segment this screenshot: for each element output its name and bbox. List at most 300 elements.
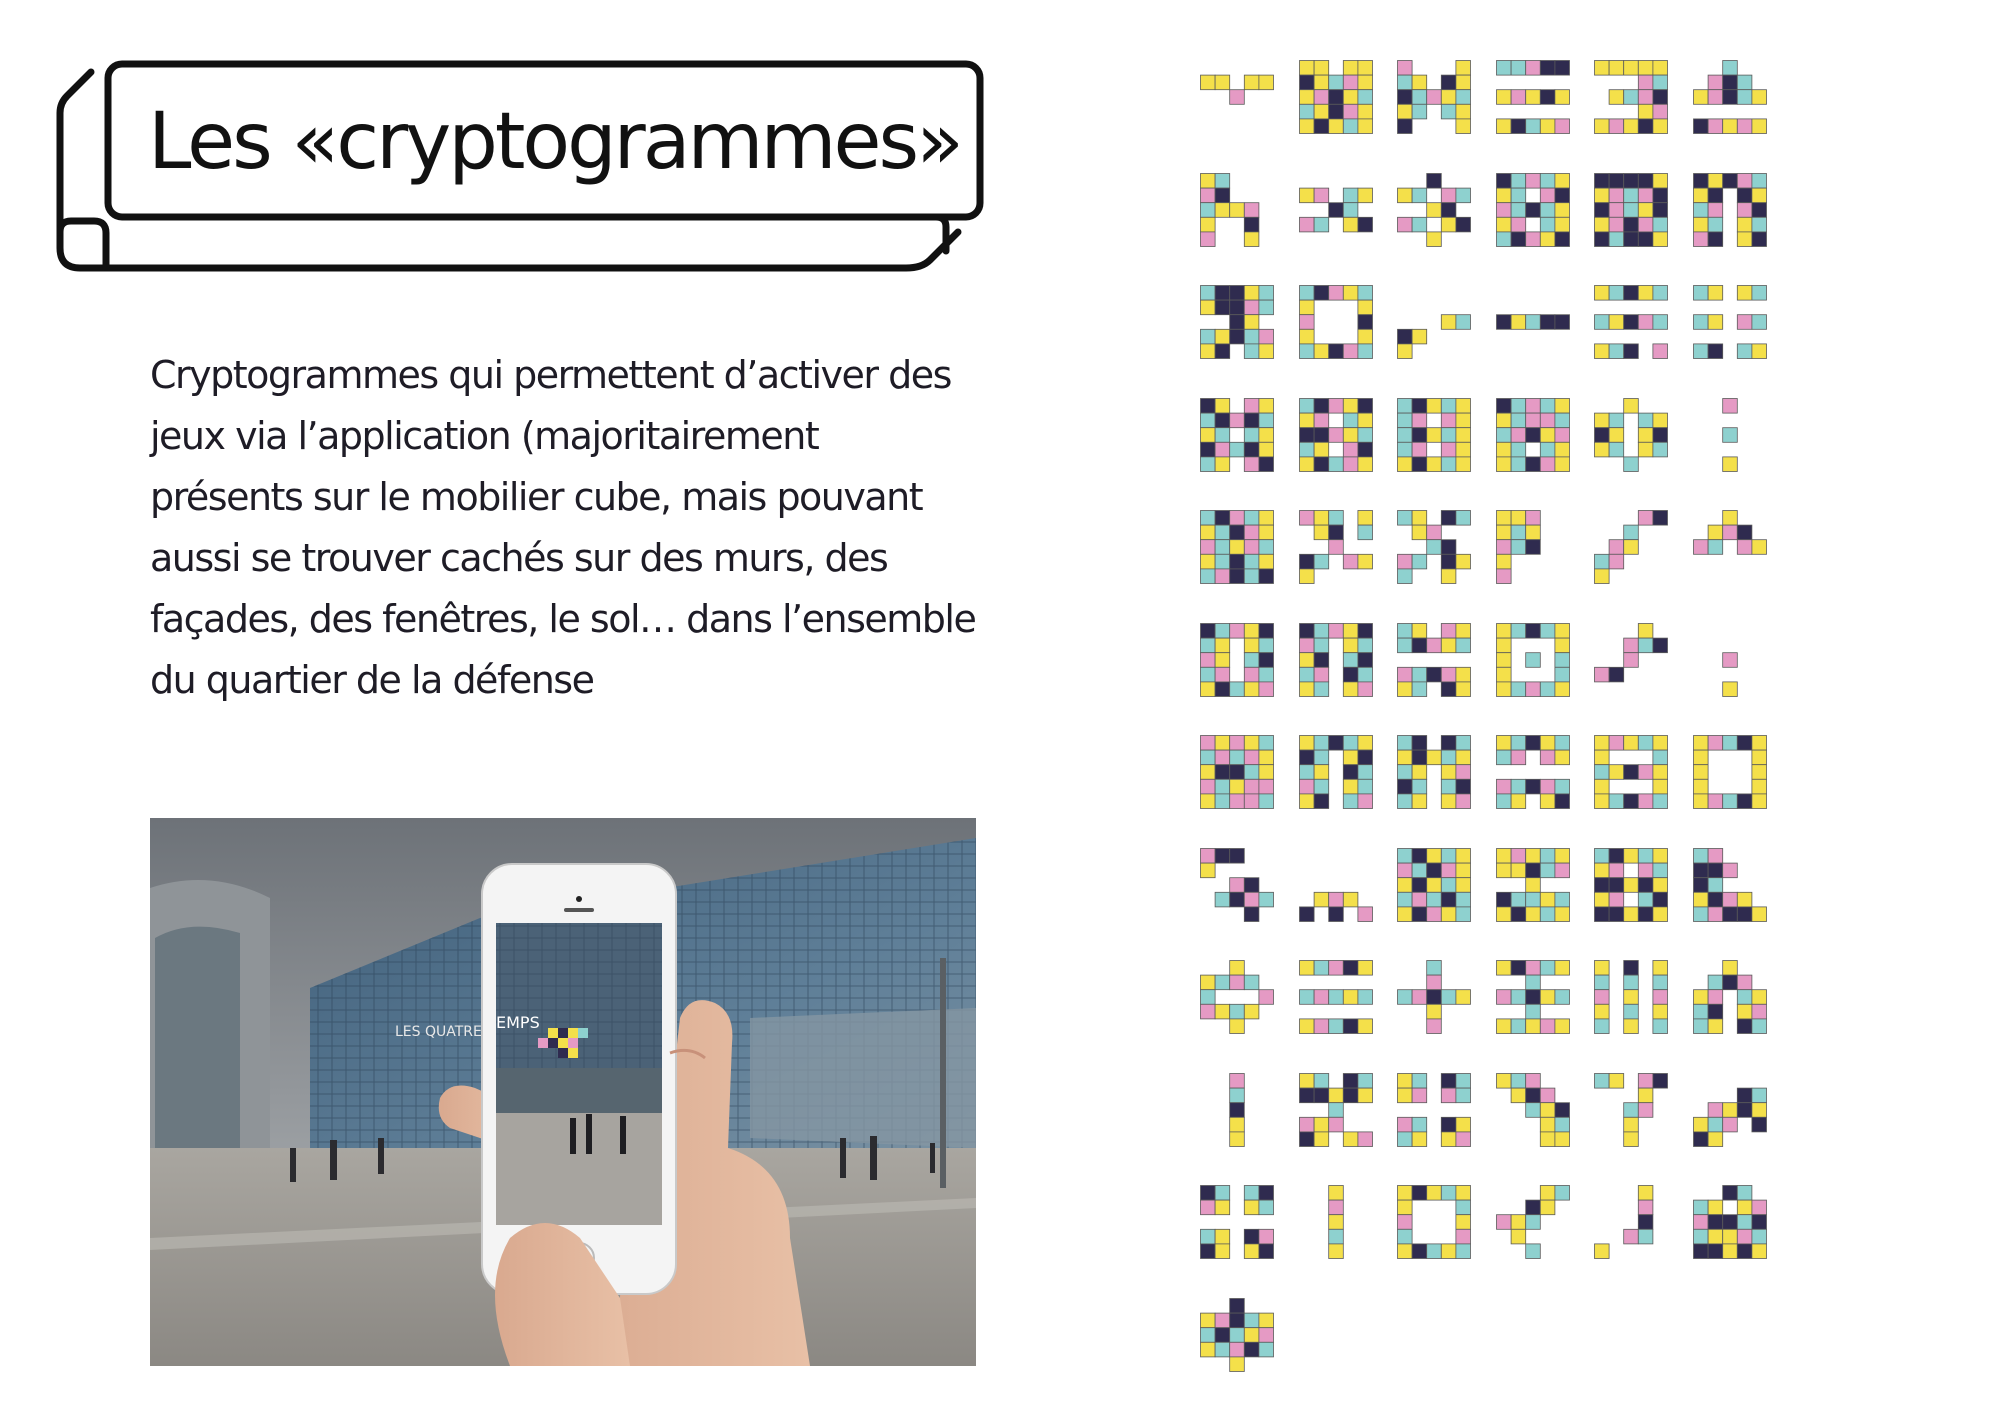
glyph-tile [1456, 681, 1471, 696]
glyph-tile [1215, 442, 1230, 457]
glyph-tile [1456, 442, 1471, 457]
glyph-tile [1357, 413, 1372, 428]
glyph-tile [1638, 892, 1653, 907]
glyph-tile [1638, 794, 1653, 809]
glyph-tile [1230, 90, 1245, 105]
glyph-tile [1314, 554, 1329, 569]
glyph-tile [1708, 892, 1723, 907]
cryptogram-glyph [1594, 623, 1668, 697]
glyph-tile [1496, 119, 1511, 134]
glyph-tile [1693, 750, 1708, 765]
glyph-tile [1496, 736, 1511, 751]
glyph-tile [1653, 119, 1668, 134]
glyph-tile [1595, 344, 1610, 359]
glyph-tile [1230, 300, 1245, 315]
glyph-tile [1441, 863, 1456, 878]
glyph-tile [1554, 231, 1569, 246]
glyph-tile [1722, 427, 1737, 442]
cryptogram-grid [1200, 60, 1760, 1380]
glyph-tile [1525, 525, 1540, 540]
glyph-tile [1299, 413, 1314, 428]
glyph-tile [1653, 75, 1668, 90]
glyph-tile [1751, 906, 1766, 921]
glyph-tile [1525, 1019, 1540, 1034]
glyph-tile [1427, 90, 1442, 105]
glyph-tile [1441, 1117, 1456, 1132]
glyph-tile [1357, 511, 1372, 526]
glyph-tile [1201, 736, 1216, 751]
glyph-tile [1653, 217, 1668, 232]
glyph-tile [1693, 202, 1708, 217]
glyph-tile [1230, 1004, 1245, 1019]
cryptogram-glyph [1200, 510, 1274, 584]
glyph-tile [1201, 1244, 1216, 1259]
glyph-tile [1751, 286, 1766, 301]
glyph-tile [1244, 765, 1259, 780]
glyph-tile [1215, 286, 1230, 301]
glyph-tile [1412, 398, 1427, 413]
glyph-tile [1751, 1200, 1766, 1215]
glyph-tile [1595, 892, 1610, 907]
glyph-tile [1693, 1229, 1708, 1244]
glyph-tile [1398, 554, 1413, 569]
glyph-tile [1259, 1186, 1274, 1201]
glyph-tile [1441, 1244, 1456, 1259]
glyph-tile [1693, 188, 1708, 203]
glyph-tile [1595, 286, 1610, 301]
glyph-tile [1456, 990, 1471, 1005]
glyph-tile [1357, 217, 1372, 232]
glyph-tile [1427, 231, 1442, 246]
glyph-tile [1708, 1117, 1723, 1132]
glyph-tile [1751, 1102, 1766, 1117]
cryptogram-glyph [1496, 735, 1570, 809]
glyph-tile [1638, 217, 1653, 232]
glyph-tile [1412, 427, 1427, 442]
glyph-tile [1540, 794, 1555, 809]
glyph-tile [1412, 736, 1427, 751]
glyph-tile [1357, 300, 1372, 315]
glyph-tile [1624, 231, 1639, 246]
glyph-tile [1737, 525, 1752, 540]
glyph-tile [1737, 906, 1752, 921]
glyph-tile [1441, 540, 1456, 555]
glyph-tile [1299, 652, 1314, 667]
glyph-tile [1554, 456, 1569, 471]
glyph-tile [1540, 315, 1555, 330]
glyph-tile [1737, 975, 1752, 990]
glyph-tile [1554, 188, 1569, 203]
glyph-tile [1653, 104, 1668, 119]
glyph-tile [1427, 892, 1442, 907]
glyph-tile [1412, 623, 1427, 638]
cryptogram-glyph [1200, 60, 1274, 134]
glyph-tile [1456, 877, 1471, 892]
photo-phone-scan [150, 818, 976, 1366]
glyph-tile [1398, 779, 1413, 794]
glyph-tile [1343, 554, 1358, 569]
glyph-tile [1722, 75, 1737, 90]
cryptogram-glyph [1299, 285, 1373, 359]
glyph-tile [1708, 848, 1723, 863]
glyph-tile [1328, 1088, 1343, 1103]
glyph-tile [1638, 877, 1653, 892]
glyph-tile [1540, 623, 1555, 638]
glyph-tile [1751, 1117, 1766, 1132]
glyph-tile [1441, 1073, 1456, 1088]
glyph-tile [1259, 344, 1274, 359]
cryptogram-glyph [1693, 60, 1767, 134]
glyph-tile [1653, 961, 1668, 976]
glyph-tile [1215, 525, 1230, 540]
glyph-tile [1215, 1327, 1230, 1342]
glyph-tile [1737, 75, 1752, 90]
glyph-tile [1693, 231, 1708, 246]
glyph-tile [1398, 990, 1413, 1005]
glyph-tile [1259, 456, 1274, 471]
glyph-tile [1314, 1088, 1329, 1103]
glyph-tile [1609, 427, 1624, 442]
glyph-tile [1215, 398, 1230, 413]
glyph-tile [1230, 765, 1245, 780]
glyph-tile [1357, 779, 1372, 794]
glyph-tile [1708, 90, 1723, 105]
glyph-tile [1215, 1200, 1230, 1215]
glyph-tile [1693, 990, 1708, 1005]
glyph-tile [1511, 681, 1526, 696]
glyph-tile [1653, 794, 1668, 809]
glyph-tile [1511, 623, 1526, 638]
glyph-tile [1244, 1327, 1259, 1342]
glyph-tile [1215, 511, 1230, 526]
glyph-tile [1412, 104, 1427, 119]
glyph-tile [1215, 750, 1230, 765]
glyph-tile [1708, 906, 1723, 921]
glyph-tile [1511, 1088, 1526, 1103]
glyph-tile [1540, 442, 1555, 457]
glyph-tile [1525, 1200, 1540, 1215]
glyph-tile [1412, 848, 1427, 863]
glyph-tile [1554, 652, 1569, 667]
glyph-tile [1201, 344, 1216, 359]
glyph-tile [1624, 398, 1639, 413]
glyph-tile [1751, 990, 1766, 1005]
glyph-tile [1624, 652, 1639, 667]
glyph-tile [1343, 794, 1358, 809]
glyph-tile [1737, 990, 1752, 1005]
glyph-tile [1357, 104, 1372, 119]
glyph-tile [1343, 119, 1358, 134]
glyph-tile [1511, 863, 1526, 878]
cryptogram-glyph [1200, 173, 1274, 247]
glyph-tile [1624, 525, 1639, 540]
glyph-tile [1511, 90, 1526, 105]
glyph-tile [1201, 623, 1216, 638]
glyph-tile [1708, 202, 1723, 217]
glyph-tile [1259, 779, 1274, 794]
glyph-tile [1525, 892, 1540, 907]
glyph-tile [1328, 525, 1343, 540]
glyph-tile [1299, 427, 1314, 442]
cryptogram-glyph [1594, 285, 1668, 359]
glyph-tile [1201, 188, 1216, 203]
glyph-tile [1343, 765, 1358, 780]
glyph-tile [1595, 442, 1610, 457]
glyph-tile [1343, 990, 1358, 1005]
glyph-tile [1215, 794, 1230, 809]
page-title: Les «cryptogrammes» [148, 97, 961, 187]
cryptogram-glyph [1397, 398, 1471, 472]
glyph-tile [1496, 892, 1511, 907]
glyph-tile [1722, 961, 1737, 976]
glyph-tile [1314, 119, 1329, 134]
glyph-tile [1343, 652, 1358, 667]
glyph-tile [1708, 1200, 1723, 1215]
cryptogram-glyph [1496, 848, 1570, 922]
glyph-tile [1357, 667, 1372, 682]
glyph-tile [1653, 90, 1668, 105]
glyph-tile [1708, 794, 1723, 809]
glyph-tile [1357, 736, 1372, 751]
glyph-tile [1540, 413, 1555, 428]
glyph-tile [1343, 1131, 1358, 1146]
glyph-tile [1244, 794, 1259, 809]
glyph-tile [1554, 736, 1569, 751]
glyph-tile [1412, 681, 1427, 696]
glyph-tile [1441, 750, 1456, 765]
glyph-tile [1441, 848, 1456, 863]
glyph-tile [1412, 442, 1427, 457]
glyph-tile [1398, 119, 1413, 134]
glyph-tile [1496, 442, 1511, 457]
glyph-tile [1441, 413, 1456, 428]
glyph-tile [1456, 90, 1471, 105]
glyph-tile [1456, 638, 1471, 653]
cryptogram-glyph [1594, 960, 1668, 1034]
glyph-tile [1427, 975, 1442, 990]
glyph-tile [1441, 90, 1456, 105]
glyph-tile [1638, 61, 1653, 76]
glyph-tile [1595, 1073, 1610, 1088]
glyph-tile [1722, 863, 1737, 878]
glyph-tile [1328, 75, 1343, 90]
glyph-tile [1638, 202, 1653, 217]
glyph-tile [1441, 569, 1456, 584]
glyph-tile [1624, 1117, 1639, 1132]
glyph-tile [1540, 1131, 1555, 1146]
glyph-tile [1751, 217, 1766, 232]
glyph-tile [1201, 638, 1216, 653]
glyph-tile [1737, 794, 1752, 809]
glyph-tile [1609, 413, 1624, 428]
glyph-tile [1427, 863, 1442, 878]
glyph-tile [1441, 511, 1456, 526]
glyph-tile [1230, 794, 1245, 809]
glyph-tile [1540, 1117, 1555, 1132]
glyph-tile [1638, 188, 1653, 203]
cryptogram-glyph [1200, 960, 1274, 1034]
cryptogram-glyph [1496, 960, 1570, 1034]
glyph-tile [1314, 750, 1329, 765]
glyph-tile [1554, 442, 1569, 457]
glyph-tile [1314, 427, 1329, 442]
glyph-tile [1496, 202, 1511, 217]
glyph-tile [1638, 1088, 1653, 1103]
glyph-tile [1653, 750, 1668, 765]
glyph-tile [1259, 442, 1274, 457]
glyph-tile [1299, 961, 1314, 976]
glyph-tile [1343, 442, 1358, 457]
glyph-tile [1638, 1200, 1653, 1215]
glyph-tile [1412, 1186, 1427, 1201]
glyph-tile [1215, 623, 1230, 638]
glyph-tile [1456, 75, 1471, 90]
glyph-tile [1554, 863, 1569, 878]
glyph-tile [1328, 286, 1343, 301]
glyph-tile [1624, 1229, 1639, 1244]
glyph-tile [1215, 75, 1230, 90]
glyph-tile [1328, 104, 1343, 119]
glyph-tile [1427, 750, 1442, 765]
glyph-tile [1496, 413, 1511, 428]
glyph-tile [1737, 173, 1752, 188]
cryptogram-glyph [1397, 60, 1471, 134]
glyph-tile [1708, 286, 1723, 301]
glyph-tile [1441, 736, 1456, 751]
glyph-tile [1215, 329, 1230, 344]
glyph-tile [1751, 1244, 1766, 1259]
glyph-tile [1357, 525, 1372, 540]
glyph-tile [1215, 427, 1230, 442]
glyph-tile [1708, 1004, 1723, 1019]
glyph-tile [1638, 1073, 1653, 1088]
glyph-tile [1511, 1229, 1526, 1244]
glyph-tile [1638, 315, 1653, 330]
glyph-tile [1595, 217, 1610, 232]
glyph-tile [1398, 511, 1413, 526]
glyph-tile [1343, 667, 1358, 682]
glyph-tile [1496, 779, 1511, 794]
cryptogram-glyph [1496, 623, 1570, 697]
glyph-tile [1215, 202, 1230, 217]
glyph-tile [1441, 104, 1456, 119]
glyph-tile [1511, 848, 1526, 863]
glyph-tile [1722, 1215, 1737, 1230]
glyph-tile [1511, 217, 1526, 232]
glyph-tile [1456, 119, 1471, 134]
glyph-tile [1496, 961, 1511, 976]
glyph-tile [1525, 231, 1540, 246]
glyph-tile [1314, 104, 1329, 119]
glyph-tile [1244, 681, 1259, 696]
glyph-tile [1693, 1004, 1708, 1019]
glyph-tile [1244, 623, 1259, 638]
glyph-tile [1357, 1019, 1372, 1034]
glyph-tile [1525, 1088, 1540, 1103]
glyph-tile [1201, 765, 1216, 780]
glyph-tile [1496, 188, 1511, 203]
glyph-tile [1343, 188, 1358, 203]
cryptogram-glyph [1200, 623, 1274, 697]
glyph-tile [1244, 892, 1259, 907]
glyph-tile [1525, 398, 1540, 413]
glyph-tile [1525, 681, 1540, 696]
glyph-tile [1259, 638, 1274, 653]
glyph-tile [1496, 398, 1511, 413]
glyph-tile [1314, 525, 1329, 540]
glyph-tile [1554, 848, 1569, 863]
glyph-tile [1708, 1102, 1723, 1117]
glyph-tile [1259, 569, 1274, 584]
glyph-tile [1525, 119, 1540, 134]
glyph-tile [1693, 863, 1708, 878]
glyph-tile [1653, 990, 1668, 1005]
glyph-tile [1595, 569, 1610, 584]
glyph-tile [1554, 906, 1569, 921]
glyph-tile [1441, 906, 1456, 921]
cryptogram-glyph [1693, 735, 1767, 809]
glyph-tile [1201, 1313, 1216, 1328]
glyph-tile [1230, 569, 1245, 584]
glyph-tile [1511, 398, 1526, 413]
glyph-tile [1737, 202, 1752, 217]
glyph-tile [1343, 779, 1358, 794]
glyph-tile [1653, 736, 1668, 751]
glyph-tile [1412, 794, 1427, 809]
glyph-tile [1259, 736, 1274, 751]
glyph-tile [1314, 623, 1329, 638]
glyph-tile [1427, 398, 1442, 413]
glyph-tile [1540, 1102, 1555, 1117]
glyph-tile [1299, 638, 1314, 653]
glyph-tile [1737, 736, 1752, 751]
glyph-tile [1609, 906, 1624, 921]
glyph-tile [1412, 779, 1427, 794]
glyph-tile [1357, 794, 1372, 809]
glyph-tile [1737, 1244, 1752, 1259]
glyph-tile [1215, 667, 1230, 682]
glyph-tile [1456, 736, 1471, 751]
glyph-tile [1554, 961, 1569, 976]
glyph-tile [1511, 413, 1526, 428]
glyph-tile [1441, 877, 1456, 892]
glyph-tile [1554, 427, 1569, 442]
glyph-tile [1230, 1313, 1245, 1328]
glyph-tile [1201, 398, 1216, 413]
glyph-tile [1215, 779, 1230, 794]
glyph-tile [1554, 681, 1569, 696]
glyph-tile [1624, 1131, 1639, 1146]
glyph-tile [1427, 667, 1442, 682]
glyph-tile [1259, 554, 1274, 569]
glyph-tile [1314, 1117, 1329, 1132]
glyph-tile [1427, 638, 1442, 653]
glyph-tile [1653, 779, 1668, 794]
glyph-tile [1540, 990, 1555, 1005]
glyph-tile [1441, 456, 1456, 471]
glyph-tile [1441, 638, 1456, 653]
glyph-tile [1441, 1131, 1456, 1146]
glyph-tile [1693, 779, 1708, 794]
glyph-tile [1398, 1229, 1413, 1244]
glyph-tile [1412, 413, 1427, 428]
glyph-tile [1230, 736, 1245, 751]
glyph-tile [1737, 892, 1752, 907]
glyph-tile [1609, 863, 1624, 878]
glyph-tile [1357, 344, 1372, 359]
glyph-tile [1427, 540, 1442, 555]
glyph-tile [1722, 892, 1737, 907]
